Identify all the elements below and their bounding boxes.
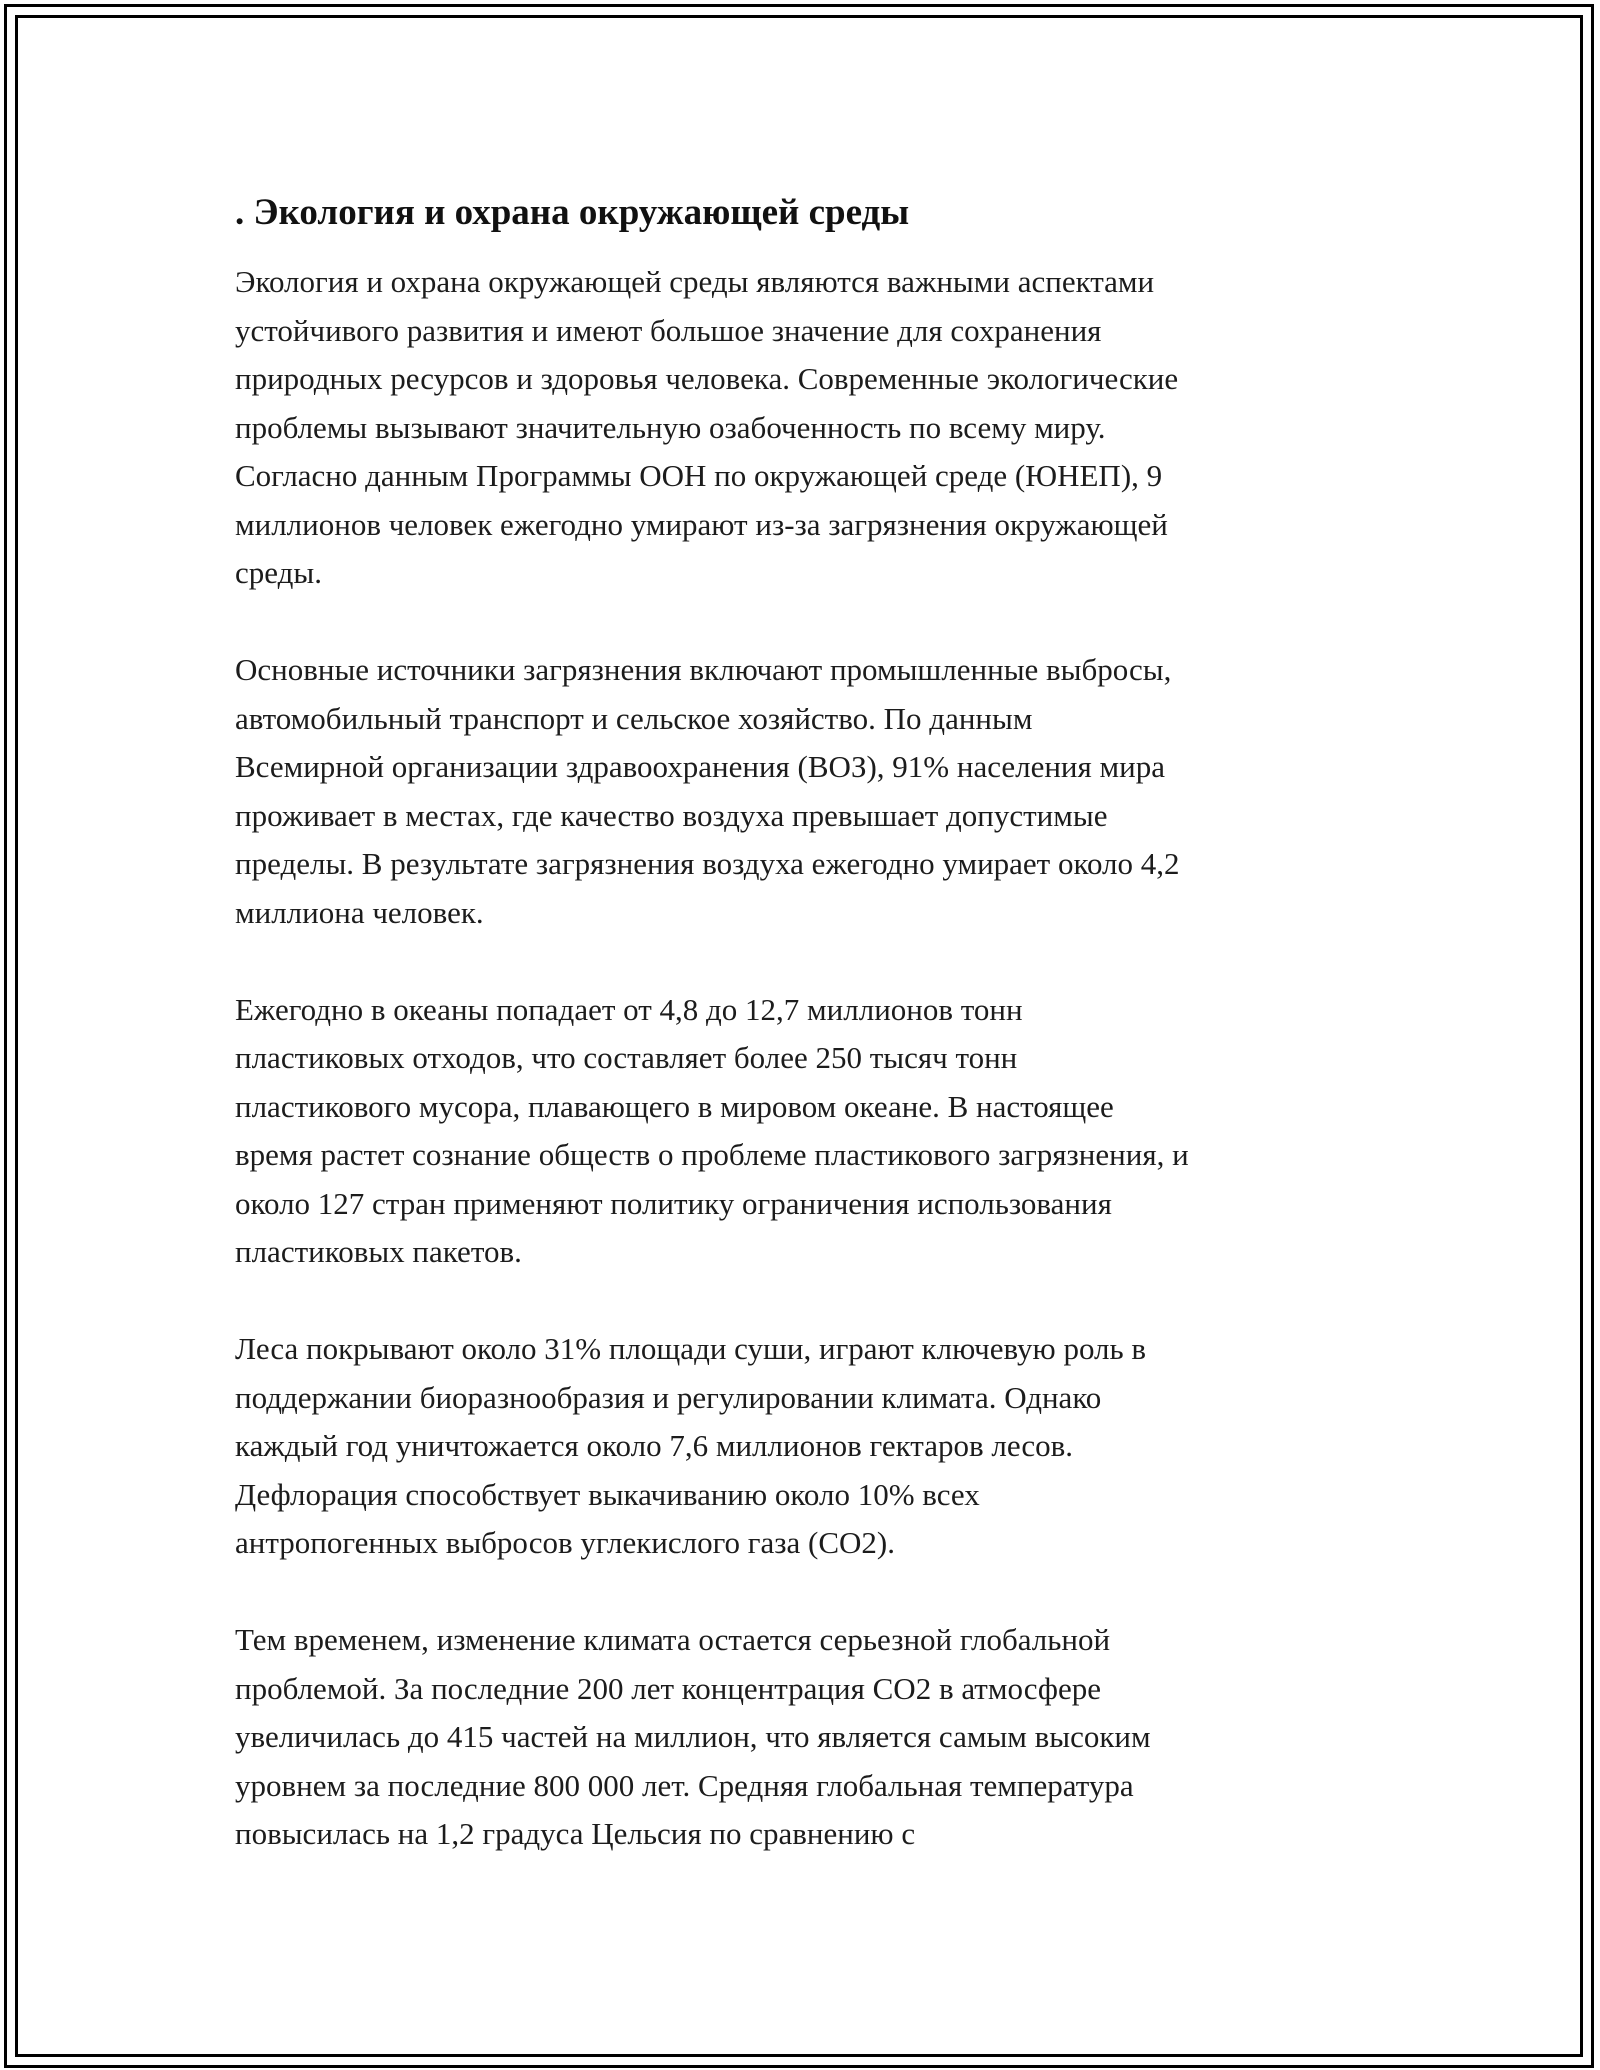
paragraph-plastic-waste: Ежегодно в океаны попадает от 4,8 до 12,7 миллионов тонн пластиковых отходов, что составляет более 250 тысяч тонн пластикового мусора, плавающего в мировом океане. В настоящее время растет сознание обществ о проблеме пластикового загрязнения, и около 127 стран применяют политику ограничения использования пластиковых пакетов. [235, 991, 1189, 1269]
document-body [235, 188, 1385, 1859]
paragraph-climate-change: Тем временем, изменение климата остается серьезной глобальной проблемой. За последние 200 лет концентрация CO2 в атмосфере увеличилась до 415 частей на миллион, что является самым высоким уровнем за последние 800 000 лет. Средняя глобальная температура повысилась на 1,2 градуса Цельсия по сравнению с [235, 1622, 1151, 1851]
paragraph-intro: Экология и охрана окружающей среды являются важными аспектами устойчивого развития и имеют большое значение для сохранения природных ресурсов и здоровья человека. Современные экологические проблемы вызывают значительную озабоченность по всему миру. Согласно данным Программы ООН по окружающей среде (ЮНЕП), 9 миллионов человек ежегодно умирают из-за загрязнения окружающей среды. [235, 264, 1179, 590]
document-title: . Экология и охрана окружающей среды [235, 192, 910, 233]
paragraph-forests: Леса покрывают около 31% площади суши, играют ключевую роль в поддержании биоразнообразия и регулировании климата. Однако каждый год уничтожается около 7,6 миллионов гектаров лесов. Дефлорация способствует выкачиванию около 10% всех антропогенных выбросов углекислого газа (CO2). [235, 1331, 1147, 1560]
paragraph-pollution-sources: Основные источники загрязнения включают промышленные выбросы, автомобильный транспорт и сельское хозяйство. По данным Всемирной организации здравоохранения (ВОЗ), 91% населения мира проживает в местах, где качество воздуха превышает допустимые пределы. В результате загрязнения воздуха ежегодно умирает около 4,2 миллиона человек. [235, 652, 1180, 930]
